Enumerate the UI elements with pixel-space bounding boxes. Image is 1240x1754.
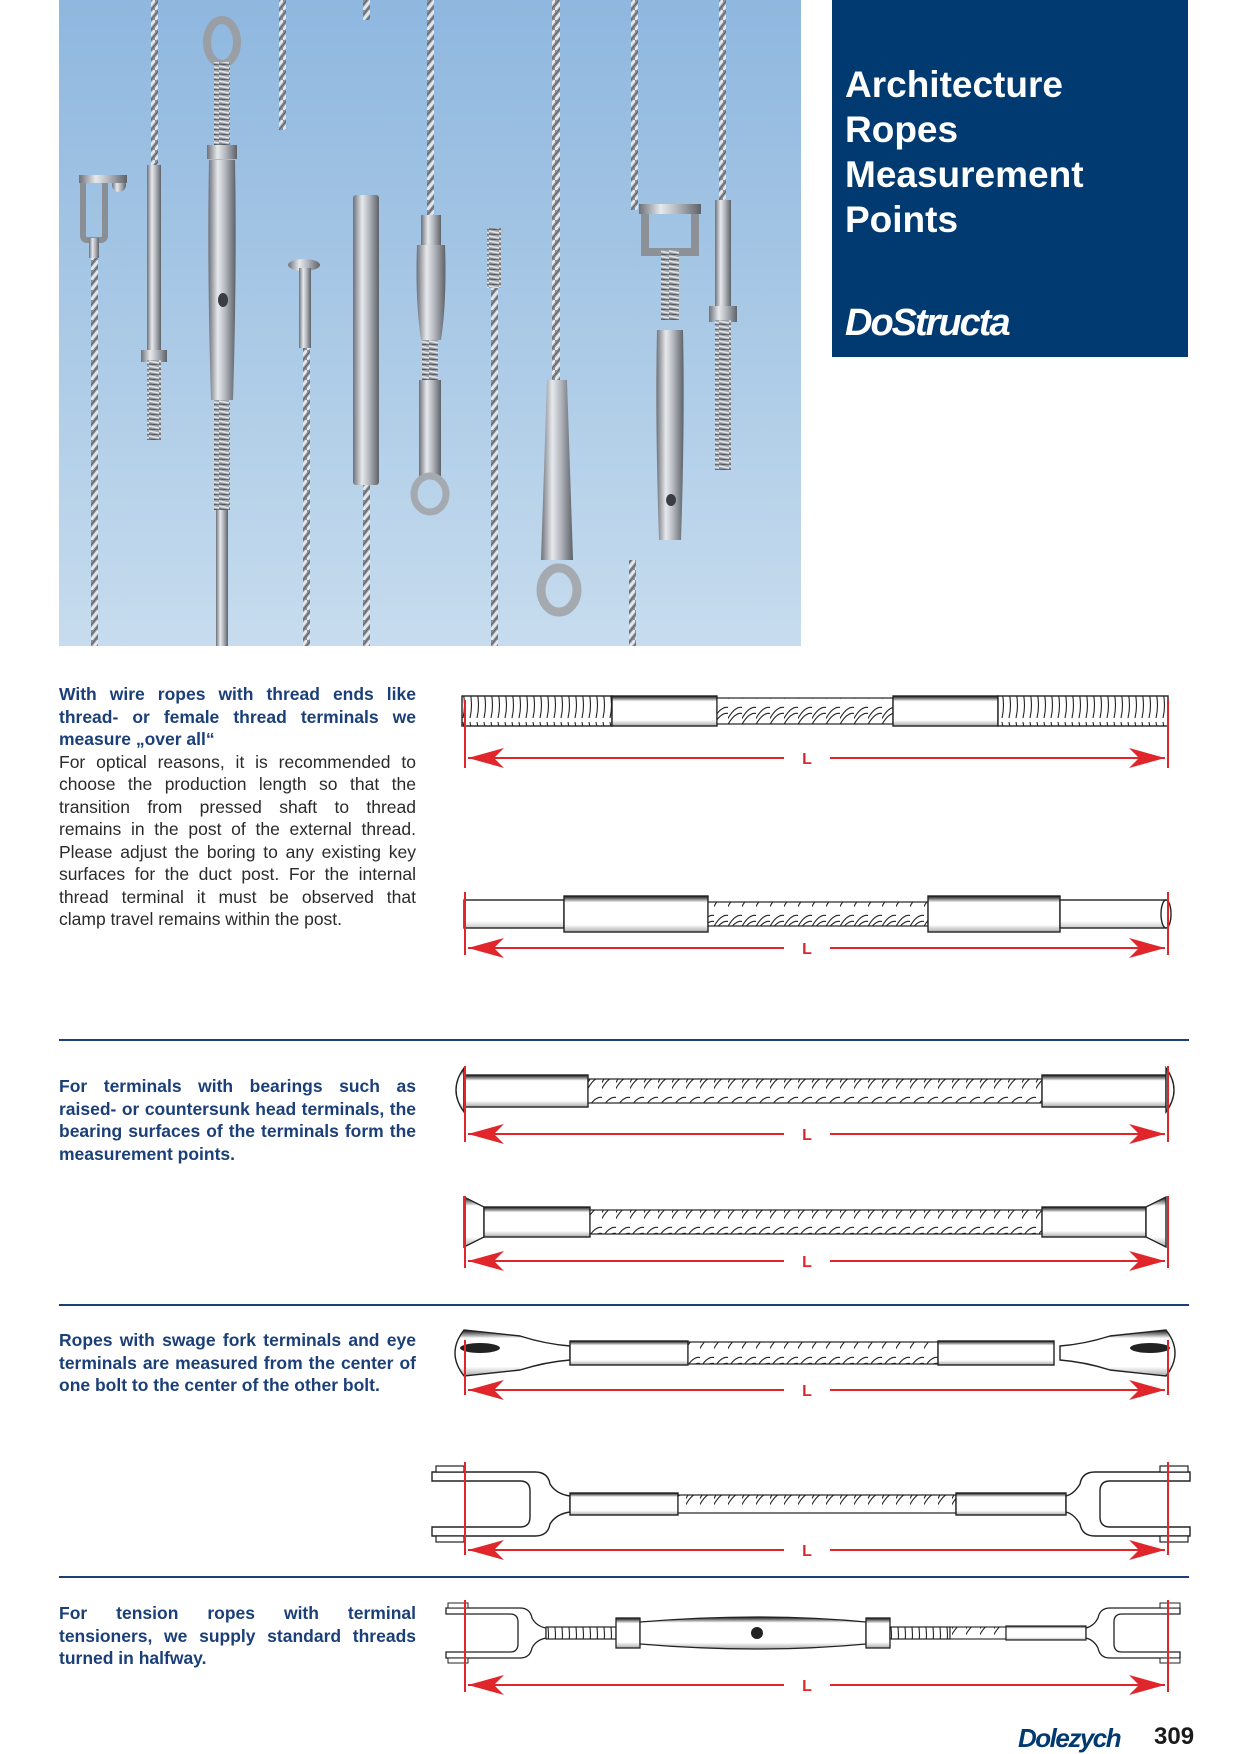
dimension-label: L: [802, 1383, 812, 1400]
dimension-label: L: [802, 1543, 812, 1560]
section-heading: With wire ropes with thread ends like thread- or female thread terminals we measure „over all“: [59, 684, 416, 749]
dolezych-logo: Dolezych: [1018, 1723, 1121, 1753]
section-body: For optical reasons, it is recommended to choose the production length so that the transition from pressed shaft to thread remains in the post of the external thread. Please adjust the boring to any existing key surfaces for the duct post. For the internal thread terminal it must be observed that clamp travel remains within the post.: [59, 751, 416, 929]
tensioner-rope-diagram: [446, 1600, 1180, 1692]
title-line-3: Measurement: [845, 154, 1084, 195]
thread-terminal-rope-diagram: [462, 696, 1168, 768]
eye-terminal-rope-diagram: [455, 1330, 1175, 1395]
dimension-label: L: [802, 1127, 812, 1144]
dimension-label: L: [802, 941, 812, 958]
title-line-2: Ropes: [845, 109, 959, 150]
dimension-label: L: [802, 1678, 812, 1695]
female-thread-terminal-rope-diagram: [464, 892, 1171, 955]
raised-head-terminal-rope-diagram: [456, 1066, 1174, 1142]
fork-terminal-rope-diagram: [432, 1462, 1190, 1555]
dimension-label: L: [802, 751, 812, 768]
title-line-4: Points: [845, 199, 959, 240]
section-heading: For terminals with bearings such as raised- or countersunk head terminals, the bearing surfaces of the terminals form the measurement points.: [59, 1076, 416, 1164]
page-number: 309: [1154, 1723, 1195, 1750]
section-heading: Ropes with swage fork terminals and eye terminals are measured from the center of one bolt to the center of the other bolt.: [59, 1330, 416, 1395]
dostructa-logo: DoStructa: [845, 302, 1009, 344]
dimension-label: L: [802, 1254, 812, 1271]
countersunk-head-terminal-rope-diagram: [464, 1196, 1168, 1268]
section-heading: For tension ropes with terminal tensioners, we supply standard threads turned in halfway.: [59, 1603, 416, 1668]
title-line-1: Architecture: [845, 64, 1063, 105]
